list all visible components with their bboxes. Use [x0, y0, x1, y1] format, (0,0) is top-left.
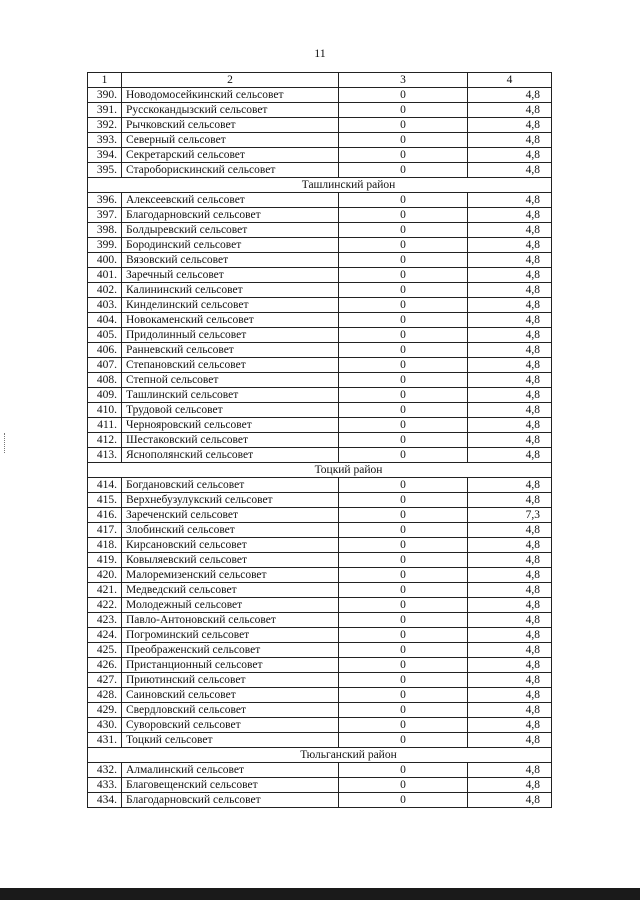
settlement-name: Новодомосейкинский сельсовет	[122, 88, 339, 103]
value-col-4: 4,8	[468, 523, 552, 538]
value-col-4: 4,8	[468, 493, 552, 508]
table-row	[88, 223, 552, 238]
row-number: 419.	[88, 553, 122, 568]
value-col-4: 4,8	[468, 223, 552, 238]
row-number: 426.	[88, 658, 122, 673]
table-header-row	[88, 73, 552, 88]
settlement-name: Погроминский сельсовет	[122, 628, 339, 643]
value-col-4: 4,8	[468, 283, 552, 298]
row-number: 422.	[88, 598, 122, 613]
settlement-name: Болдыревский сельсовет	[122, 223, 339, 238]
table-row	[88, 388, 552, 403]
settlement-name: Кирсановский сельсовет	[122, 538, 339, 553]
settlement-name: Придолинный сельсовет	[122, 328, 339, 343]
settlement-name: Рычковский сельсовет	[122, 118, 339, 133]
table-row	[88, 688, 552, 703]
value-col-4: 4,8	[468, 103, 552, 118]
value-col-4: 4,8	[468, 448, 552, 463]
value-col-3: 0	[339, 688, 468, 703]
value-col-3: 0	[339, 733, 468, 748]
header-col-3: 3	[339, 73, 468, 88]
value-col-3: 0	[339, 418, 468, 433]
row-number: 392.	[88, 118, 122, 133]
value-col-3: 0	[339, 718, 468, 733]
value-col-3: 0	[339, 448, 468, 463]
value-col-3: 0	[339, 283, 468, 298]
value-col-4: 4,8	[468, 208, 552, 223]
table-row	[88, 598, 552, 613]
value-col-3: 0	[339, 568, 468, 583]
value-col-3: 0	[339, 628, 468, 643]
table-row	[88, 193, 552, 208]
table-row	[88, 313, 552, 328]
value-col-3: 0	[339, 538, 468, 553]
table-row	[88, 733, 552, 748]
table-row	[88, 478, 552, 493]
row-number: 406.	[88, 343, 122, 358]
value-col-4: 4,8	[468, 478, 552, 493]
settlement-name: Шестаковский сельсовет	[122, 433, 339, 448]
value-col-4: 4,8	[468, 553, 552, 568]
section-title: Тюльганский район	[88, 748, 552, 763]
value-col-4: 4,8	[468, 268, 552, 283]
row-number: 403.	[88, 298, 122, 313]
value-col-4: 4,8	[468, 238, 552, 253]
settlement-name: Медведский сельсовет	[122, 583, 339, 598]
value-col-4: 4,8	[468, 538, 552, 553]
row-number: 397.	[88, 208, 122, 223]
value-col-3: 0	[339, 103, 468, 118]
settlement-name: Кинделинский сельсовет	[122, 298, 339, 313]
table-row	[88, 208, 552, 223]
section-title: Ташлинский район	[88, 178, 552, 193]
value-col-3: 0	[339, 298, 468, 313]
value-col-3: 0	[339, 253, 468, 268]
value-col-3: 0	[339, 793, 468, 808]
table-row	[88, 523, 552, 538]
value-col-4: 4,8	[468, 388, 552, 403]
section-title: Тоцкий район	[88, 463, 552, 478]
row-number: 395.	[88, 163, 122, 178]
row-number: 398.	[88, 223, 122, 238]
value-col-3: 0	[339, 373, 468, 388]
value-col-3: 0	[339, 223, 468, 238]
value-col-3: 0	[339, 433, 468, 448]
value-col-3: 0	[339, 208, 468, 223]
settlement-name: Верхнебузулукский сельсовет	[122, 493, 339, 508]
table-row	[88, 778, 552, 793]
settlement-name: Злобинский сельсовет	[122, 523, 339, 538]
settlement-name: Павло-Антоновский сельсовет	[122, 613, 339, 628]
row-number: 404.	[88, 313, 122, 328]
value-col-4: 4,8	[468, 598, 552, 613]
settlement-name: Тоцкий сельсовет	[122, 733, 339, 748]
settlement-name: Ранневский сельсовет	[122, 343, 339, 358]
settlement-name: Трудовой сельсовет	[122, 403, 339, 418]
value-col-4: 4,8	[468, 733, 552, 748]
table-row	[88, 433, 552, 448]
row-number: 424.	[88, 628, 122, 643]
table-row	[88, 343, 552, 358]
row-number: 410.	[88, 403, 122, 418]
settlement-name: Приютинский сельсовет	[122, 673, 339, 688]
row-number: 391.	[88, 103, 122, 118]
value-col-3: 0	[339, 778, 468, 793]
value-col-3: 0	[339, 193, 468, 208]
value-col-4: 4,8	[468, 763, 552, 778]
settlement-name: Алмалинский сельсовет	[122, 763, 339, 778]
row-number: 400.	[88, 253, 122, 268]
value-col-4: 4,8	[468, 778, 552, 793]
value-col-4: 4,8	[468, 253, 552, 268]
section-header-row	[88, 748, 552, 763]
table-row	[88, 148, 552, 163]
value-col-3: 0	[339, 478, 468, 493]
row-number: 401.	[88, 268, 122, 283]
settlement-name: Свердловский сельсовет	[122, 703, 339, 718]
value-col-3: 0	[339, 328, 468, 343]
settlement-name: Чернояровский сельсовет	[122, 418, 339, 433]
value-col-4: 4,8	[468, 118, 552, 133]
table-row	[88, 673, 552, 688]
settlement-name: Русскокандызский сельсовет	[122, 103, 339, 118]
settlement-name: Благовещенский сельсовет	[122, 778, 339, 793]
value-col-3: 0	[339, 403, 468, 418]
value-col-4: 4,8	[468, 328, 552, 343]
value-col-4: 4,8	[468, 163, 552, 178]
settlement-name: Бородинский сельсовет	[122, 238, 339, 253]
table-row	[88, 103, 552, 118]
settlement-name: Степановский сельсовет	[122, 358, 339, 373]
row-number: 434.	[88, 793, 122, 808]
value-col-3: 0	[339, 508, 468, 523]
value-col-4: 4,8	[468, 793, 552, 808]
settlement-name: Суворовский сельсовет	[122, 718, 339, 733]
row-number: 421.	[88, 583, 122, 598]
table-row	[88, 133, 552, 148]
value-col-3: 0	[339, 673, 468, 688]
table-row	[88, 763, 552, 778]
row-number: 396.	[88, 193, 122, 208]
settlement-name: Благодарновский сельсовет	[122, 793, 339, 808]
value-col-3: 0	[339, 388, 468, 403]
row-number: 411.	[88, 418, 122, 433]
row-number: 414.	[88, 478, 122, 493]
table-row	[88, 253, 552, 268]
value-col-4: 4,8	[468, 373, 552, 388]
table-row	[88, 358, 552, 373]
value-col-4: 4,8	[468, 643, 552, 658]
row-number: 433.	[88, 778, 122, 793]
settlement-name: Яснополянский сельсовет	[122, 448, 339, 463]
settlement-name: Преображенский сельсовет	[122, 643, 339, 658]
table-row	[88, 583, 552, 598]
value-col-4: 4,8	[468, 568, 552, 583]
row-number: 418.	[88, 538, 122, 553]
row-number: 399.	[88, 238, 122, 253]
row-number: 417.	[88, 523, 122, 538]
row-number: 430.	[88, 718, 122, 733]
row-number: 428.	[88, 688, 122, 703]
table-row	[88, 118, 552, 133]
row-number: 405.	[88, 328, 122, 343]
value-col-3: 0	[339, 553, 468, 568]
table-row	[88, 268, 552, 283]
settlement-name: Малоремизенский сельсовет	[122, 568, 339, 583]
row-number: 416.	[88, 508, 122, 523]
header-col-1: 1	[88, 73, 122, 88]
row-number: 394.	[88, 148, 122, 163]
row-number: 390.	[88, 88, 122, 103]
value-col-3: 0	[339, 658, 468, 673]
table-row	[88, 328, 552, 343]
table-row	[88, 238, 552, 253]
value-col-4: 4,8	[468, 298, 552, 313]
scan-bottom-border	[0, 888, 640, 900]
table-row	[88, 403, 552, 418]
settlement-name: Молодежный сельсовет	[122, 598, 339, 613]
value-col-4: 4,8	[468, 433, 552, 448]
value-col-3: 0	[339, 133, 468, 148]
row-number: 413.	[88, 448, 122, 463]
value-col-3: 0	[339, 523, 468, 538]
value-col-3: 0	[339, 343, 468, 358]
value-col-3: 0	[339, 643, 468, 658]
settlement-name: Зареченский сельсовет	[122, 508, 339, 523]
table-row	[88, 538, 552, 553]
table-row	[88, 88, 552, 103]
page-number: 11	[314, 46, 326, 60]
row-number: 407.	[88, 358, 122, 373]
table-row	[88, 448, 552, 463]
row-number: 432.	[88, 763, 122, 778]
value-col-4: 4,8	[468, 583, 552, 598]
settlement-name: Вязовский сельсовет	[122, 253, 339, 268]
settlement-name: Саиновский сельсовет	[122, 688, 339, 703]
value-col-3: 0	[339, 88, 468, 103]
row-number: 427.	[88, 673, 122, 688]
value-col-3: 0	[339, 613, 468, 628]
settlement-name: Богдановский сельсовет	[122, 478, 339, 493]
table-row	[88, 568, 552, 583]
settlement-name: Заречный сельсовет	[122, 268, 339, 283]
row-number: 402.	[88, 283, 122, 298]
value-col-3: 0	[339, 763, 468, 778]
table-row	[88, 703, 552, 718]
settlement-name: Пристанционный сельсовет	[122, 658, 339, 673]
table-row	[88, 628, 552, 643]
header-col-4: 4	[468, 73, 552, 88]
table-row	[88, 553, 552, 568]
row-number: 415.	[88, 493, 122, 508]
value-col-3: 0	[339, 313, 468, 328]
row-number: 420.	[88, 568, 122, 583]
table-row	[88, 613, 552, 628]
settlement-name: Новокаменский сельсовет	[122, 313, 339, 328]
value-col-4: 4,8	[468, 193, 552, 208]
value-col-4: 4,8	[468, 673, 552, 688]
value-col-3: 0	[339, 148, 468, 163]
row-number: 425.	[88, 643, 122, 658]
table-row	[88, 493, 552, 508]
settlement-name: Северный сельсовет	[122, 133, 339, 148]
row-number: 423.	[88, 613, 122, 628]
row-number: 393.	[88, 133, 122, 148]
table-row	[88, 163, 552, 178]
value-col-3: 0	[339, 268, 468, 283]
value-col-3: 0	[339, 358, 468, 373]
header-col-2: 2	[122, 73, 339, 88]
value-col-4: 4,8	[468, 688, 552, 703]
table-row	[88, 718, 552, 733]
value-col-4: 4,8	[468, 88, 552, 103]
value-col-4: 4,8	[468, 148, 552, 163]
value-col-4: 4,8	[468, 358, 552, 373]
value-col-4: 4,8	[468, 343, 552, 358]
value-col-3: 0	[339, 598, 468, 613]
table-row	[88, 793, 552, 808]
row-number: 431.	[88, 733, 122, 748]
section-header-row	[88, 463, 552, 478]
table-row	[88, 508, 552, 523]
settlement-name: Староборискинский сельсовет	[122, 163, 339, 178]
row-number: 412.	[88, 433, 122, 448]
value-col-4: 4,8	[468, 403, 552, 418]
value-col-4: 4,8	[468, 718, 552, 733]
settlement-name: Степной сельсовет	[122, 373, 339, 388]
value-col-3: 0	[339, 703, 468, 718]
settlement-name: Секретарский сельсовет	[122, 148, 339, 163]
section-header-row	[88, 178, 552, 193]
value-col-3: 0	[339, 163, 468, 178]
table-row	[88, 643, 552, 658]
value-col-4: 4,8	[468, 613, 552, 628]
settlements-table	[87, 72, 552, 808]
table-row	[88, 283, 552, 298]
value-col-4: 4,8	[468, 628, 552, 643]
value-col-3: 0	[339, 238, 468, 253]
settlement-name: Калининский сельсовет	[122, 283, 339, 298]
value-col-4: 4,8	[468, 703, 552, 718]
value-col-4: 4,8	[468, 313, 552, 328]
table-row	[88, 373, 552, 388]
settlement-name: Алексеевский сельсовет	[122, 193, 339, 208]
value-col-3: 0	[339, 118, 468, 133]
table-row	[88, 418, 552, 433]
value-col-3: 0	[339, 493, 468, 508]
value-col-4: 7,3	[468, 508, 552, 523]
value-col-4: 4,8	[468, 133, 552, 148]
row-number: 429.	[88, 703, 122, 718]
table-row	[88, 298, 552, 313]
row-number: 408.	[88, 373, 122, 388]
table-row	[88, 658, 552, 673]
scan-margin-mark	[4, 433, 7, 453]
value-col-4: 4,8	[468, 418, 552, 433]
value-col-4: 4,8	[468, 658, 552, 673]
settlement-name: Ташлинский сельсовет	[122, 388, 339, 403]
value-col-3: 0	[339, 583, 468, 598]
row-number: 409.	[88, 388, 122, 403]
settlement-name: Ковыляевский сельсовет	[122, 553, 339, 568]
settlement-name: Благодарновский сельсовет	[122, 208, 339, 223]
